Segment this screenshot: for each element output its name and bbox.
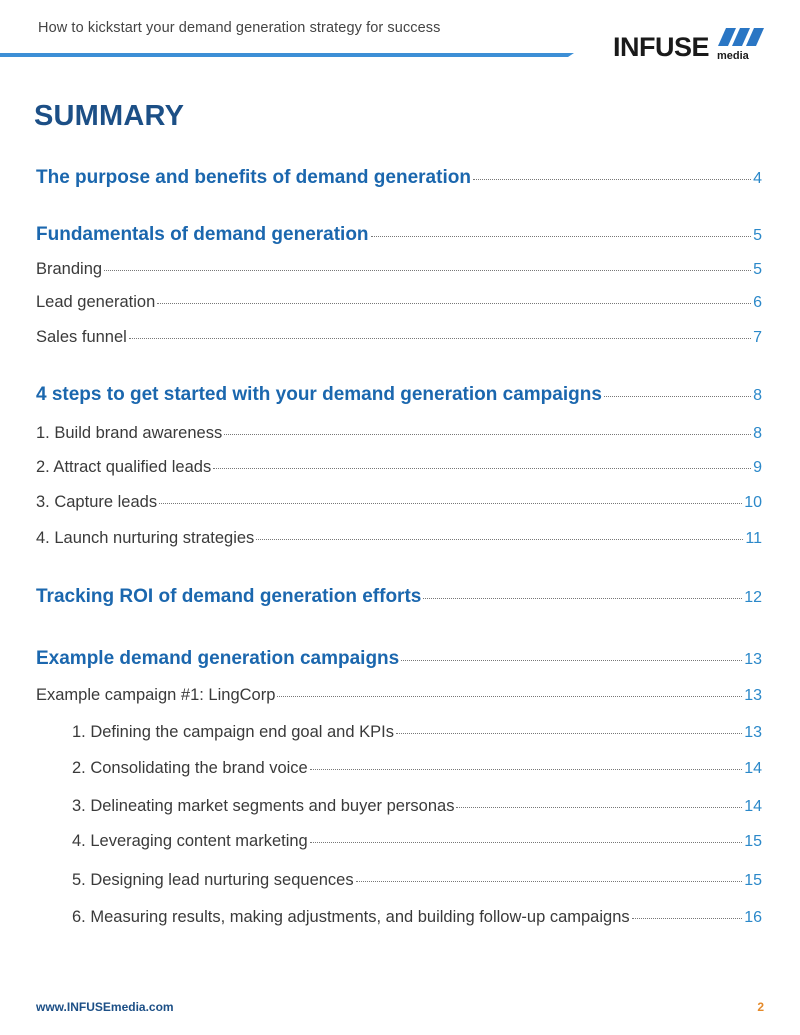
summary-heading: SUMMARY — [34, 100, 185, 132]
toc-entry-page: 7 — [753, 329, 762, 346]
footer-website[interactable]: www.INFUSEmedia.com — [36, 1000, 174, 1014]
toc-entry-label: 3. Delineating market segments and buyer personas — [72, 797, 455, 815]
toc-entry-page: 13 — [744, 651, 762, 668]
toc-entry-label: Fundamentals of demand generation — [36, 224, 369, 245]
toc-entry[interactable] — [72, 832, 762, 851]
toc-entry[interactable] — [36, 458, 762, 477]
toc-entry-page: 9 — [753, 459, 762, 476]
toc-entry[interactable] — [72, 759, 762, 778]
toc-entry[interactable] — [36, 260, 762, 279]
logo-wordmark: INFUSE — [613, 32, 710, 62]
toc-entry-page: 14 — [744, 798, 762, 815]
toc-entry-label: Branding — [36, 260, 103, 278]
toc-entry-label: 5. Designing lead nurturing sequences — [72, 871, 354, 889]
toc-entry-page: 5 — [753, 261, 762, 278]
toc-entry-label: Example demand generation campaigns — [36, 648, 400, 669]
toc-entry-page: 6 — [753, 294, 762, 311]
toc-entry[interactable] — [36, 384, 762, 406]
toc-dot-leader — [401, 660, 742, 661]
toc-dot-leader — [277, 696, 742, 697]
toc-dot-leader — [310, 842, 742, 843]
toc-entry[interactable] — [72, 908, 762, 927]
toc-entry[interactable] — [36, 424, 762, 443]
toc-dot-leader — [310, 769, 742, 770]
toc-entry-label: 1. Defining the campaign end goal and KPIs — [72, 723, 394, 741]
header-rule — [0, 53, 568, 57]
toc-dot-leader — [396, 733, 742, 734]
logo-subtext: media — [717, 50, 749, 62]
toc-dot-leader — [224, 434, 751, 435]
toc-entry[interactable] — [36, 167, 762, 189]
toc-entry-label: 2. Consolidating the brand voice — [72, 759, 308, 777]
toc-entry[interactable] — [72, 797, 762, 816]
toc-dot-leader — [604, 396, 751, 397]
toc-entry-page: 14 — [744, 760, 762, 777]
toc-entry-label: The purpose and benefits of demand generation — [36, 167, 471, 188]
toc-entry-page: 13 — [744, 724, 762, 741]
toc-entry-page: 12 — [744, 589, 762, 606]
toc-dot-leader — [423, 598, 742, 599]
toc-entry-label: 4. Leveraging content marketing — [72, 832, 308, 850]
toc-entry-page: 13 — [744, 687, 762, 704]
toc-entry[interactable] — [36, 224, 762, 246]
toc-dot-leader — [256, 539, 743, 540]
toc-entry-label: 3. Capture leads — [36, 493, 158, 511]
toc-dot-leader — [473, 179, 751, 180]
toc-entry[interactable] — [72, 723, 762, 742]
toc-entry-page: 10 — [744, 494, 762, 511]
toc-entry-label: 6. Measuring results, making adjustments, and building follow-up campaigns — [72, 908, 630, 926]
toc-dot-leader — [157, 303, 751, 304]
toc-dot-leader — [159, 503, 742, 504]
toc-entry[interactable] — [36, 493, 762, 512]
toc-entry-page: 8 — [753, 425, 762, 442]
toc-entry-page: 16 — [744, 909, 762, 926]
toc-dot-leader — [129, 338, 751, 339]
toc-entry[interactable] — [36, 529, 762, 548]
toc-entry-page: 15 — [744, 872, 762, 889]
toc-dot-leader — [371, 236, 752, 237]
infuse-media-logo — [613, 28, 768, 64]
toc-entry-label: Sales funnel — [36, 328, 127, 346]
toc-entry[interactable] — [72, 871, 762, 890]
toc-dot-leader — [632, 918, 743, 919]
document-title: How to kickstart your demand generation strategy for success — [38, 20, 441, 36]
toc-entry-label: 4 steps to get started with your demand generation campaigns — [36, 384, 602, 405]
toc-entry[interactable] — [36, 586, 762, 608]
toc-entry[interactable] — [36, 686, 762, 705]
toc-dot-leader — [356, 881, 743, 882]
toc-entry-label: 4. Launch nurturing strategies — [36, 529, 255, 547]
toc-entry-page: 8 — [753, 387, 762, 404]
logo-stripes-icon — [718, 28, 770, 46]
toc-entry[interactable] — [36, 648, 762, 670]
toc-entry-label: 1. Build brand awareness — [36, 424, 223, 442]
footer-page-number: 2 — [757, 1000, 764, 1014]
toc-entry-page: 4 — [753, 170, 762, 187]
toc-entry-label: 2. Attract qualified leads — [36, 458, 212, 476]
toc-entry-page: 5 — [753, 227, 762, 244]
toc-dot-leader — [213, 468, 751, 469]
toc-entry[interactable] — [36, 293, 762, 312]
toc-entry-page: 11 — [745, 530, 762, 547]
toc-entry-page: 15 — [744, 833, 762, 850]
toc-dot-leader — [104, 270, 751, 271]
toc-dot-leader — [456, 807, 742, 808]
toc-entry-label: Example campaign #1: LingCorp — [36, 686, 276, 704]
toc-entry[interactable] — [36, 328, 762, 347]
toc-entry-label: Tracking ROI of demand generation efforts — [36, 586, 422, 607]
toc-entry-label: Lead generation — [36, 293, 156, 311]
